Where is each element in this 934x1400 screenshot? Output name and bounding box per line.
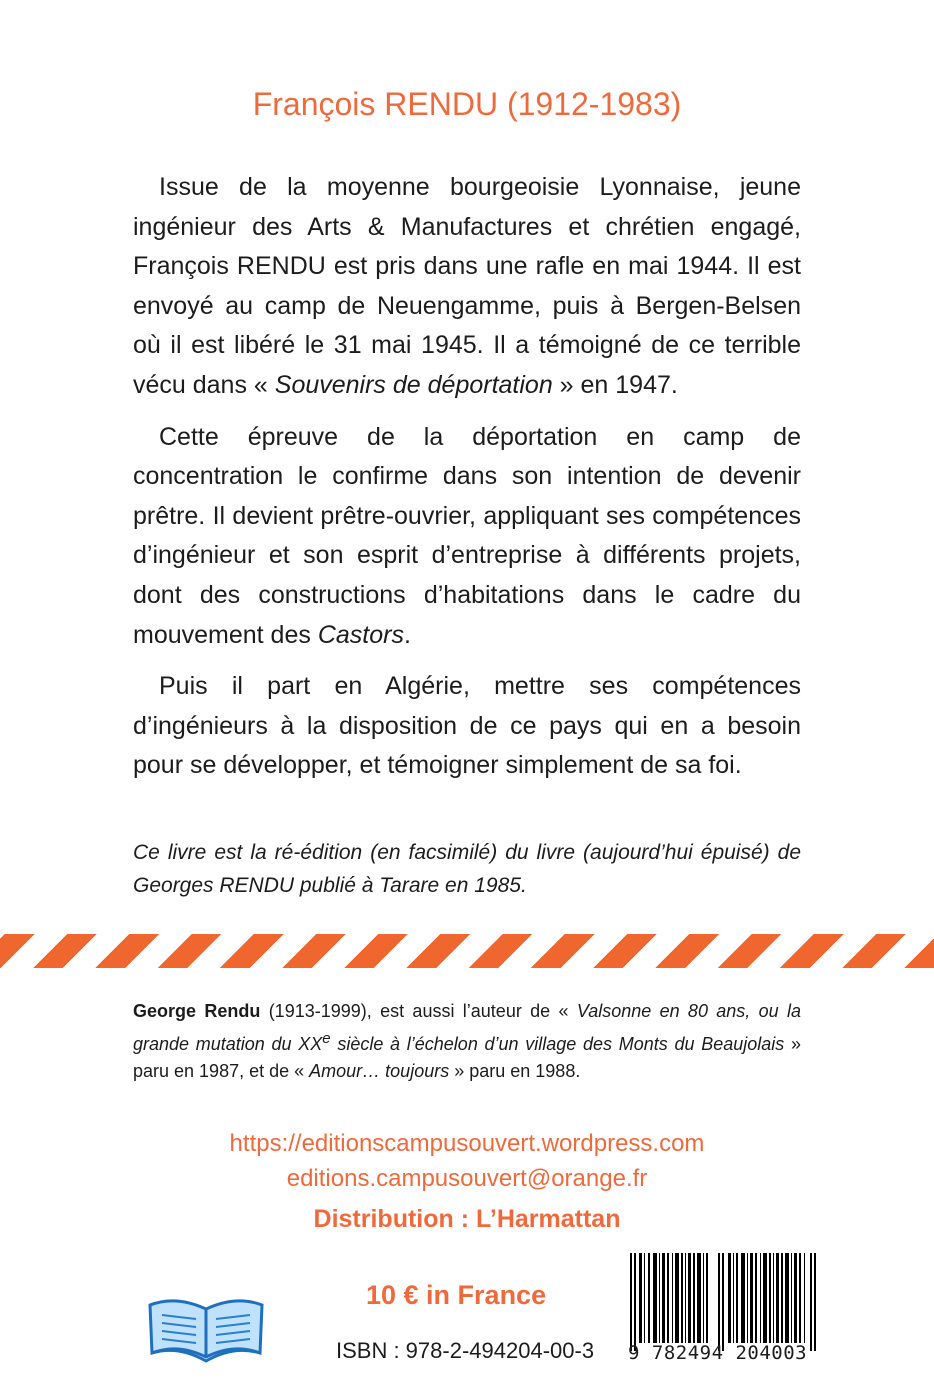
price-label: 10 € in France xyxy=(366,1280,547,1310)
barcode-number: 9 782494 204003 xyxy=(628,1342,808,1364)
paragraph-3: Puis il part en Algérie, mettre ses compétences d’ingénieurs à la disposition de ce pays qui en a besoin pour se développer, et témoigner simplement de sa foi. xyxy=(133,672,801,780)
castors-term: Castors xyxy=(317,620,404,649)
book-title-amour: Amour… toujours xyxy=(309,1061,450,1081)
website-link[interactable]: https://editionscampusouvert.wordpress.com xyxy=(229,1130,705,1157)
book-title-valsonne: Valsonne en 80 ans, ou la grande mutation du XXe siècle à l’échelon d’un village des Monts du Beaujolais xyxy=(133,1001,802,1054)
paragraph-2: Cette épreuve de la déportation en camp de concentration le confirme dans son intention de devenir prêtre. Il devient prêtre-ouvrier, appliquant ses compétences d’ingénieur et son esprit d’entreprise à différents projets, dont des constructions d’habitations dans le cadre du mouvement des Castors. xyxy=(133,422,801,649)
open-book-icon xyxy=(146,1295,266,1365)
email-link[interactable]: editions.campusouvert@orange.fr xyxy=(286,1165,648,1192)
striped-divider xyxy=(0,934,934,968)
reedition-note: Ce livre est la ré-édition (en facsimilé) du livre (aujourd’hui épuisé) de Georges RENDU publié à Tarare en 1985. xyxy=(133,841,801,897)
isbn-label: ISBN : 978-2-494204-00-3 xyxy=(336,1338,595,1363)
other-books-note: George Rendu (1913-1999), est aussi l’auteur de « Valsonne en 80 ans, ou la grande mutation du XXe siècle à l’échelon d’un village des Monts du Beaujolais » paru en 1987, et de « Amour… toujours » paru en 1988. xyxy=(133,1001,802,1081)
distribution-label: Distribution : L’Harmattan xyxy=(313,1205,621,1233)
page-title: François RENDU (1912-1983) xyxy=(252,86,682,122)
main-text xyxy=(133,168,801,798)
paragraph-1: Issue de la moyenne bourgeoisie Lyonnaise, jeune ingénieur des Arts & Manufactures et chrétien engagé, François RENDU est pris dans une rafle en mai 1944. Il est envoyé au camp de Neuengamme, puis à Bergen-Belsen où il est libéré le 31 mai 1945. Il a témoigné de ce terrible vécu dans « Souvenirs de déportation » en 1947. xyxy=(133,173,801,399)
book-title-souvenirs: Souvenirs de déportation xyxy=(274,370,553,399)
author-name: George Rendu xyxy=(133,1001,261,1021)
publisher-contacts xyxy=(0,1126,934,1238)
